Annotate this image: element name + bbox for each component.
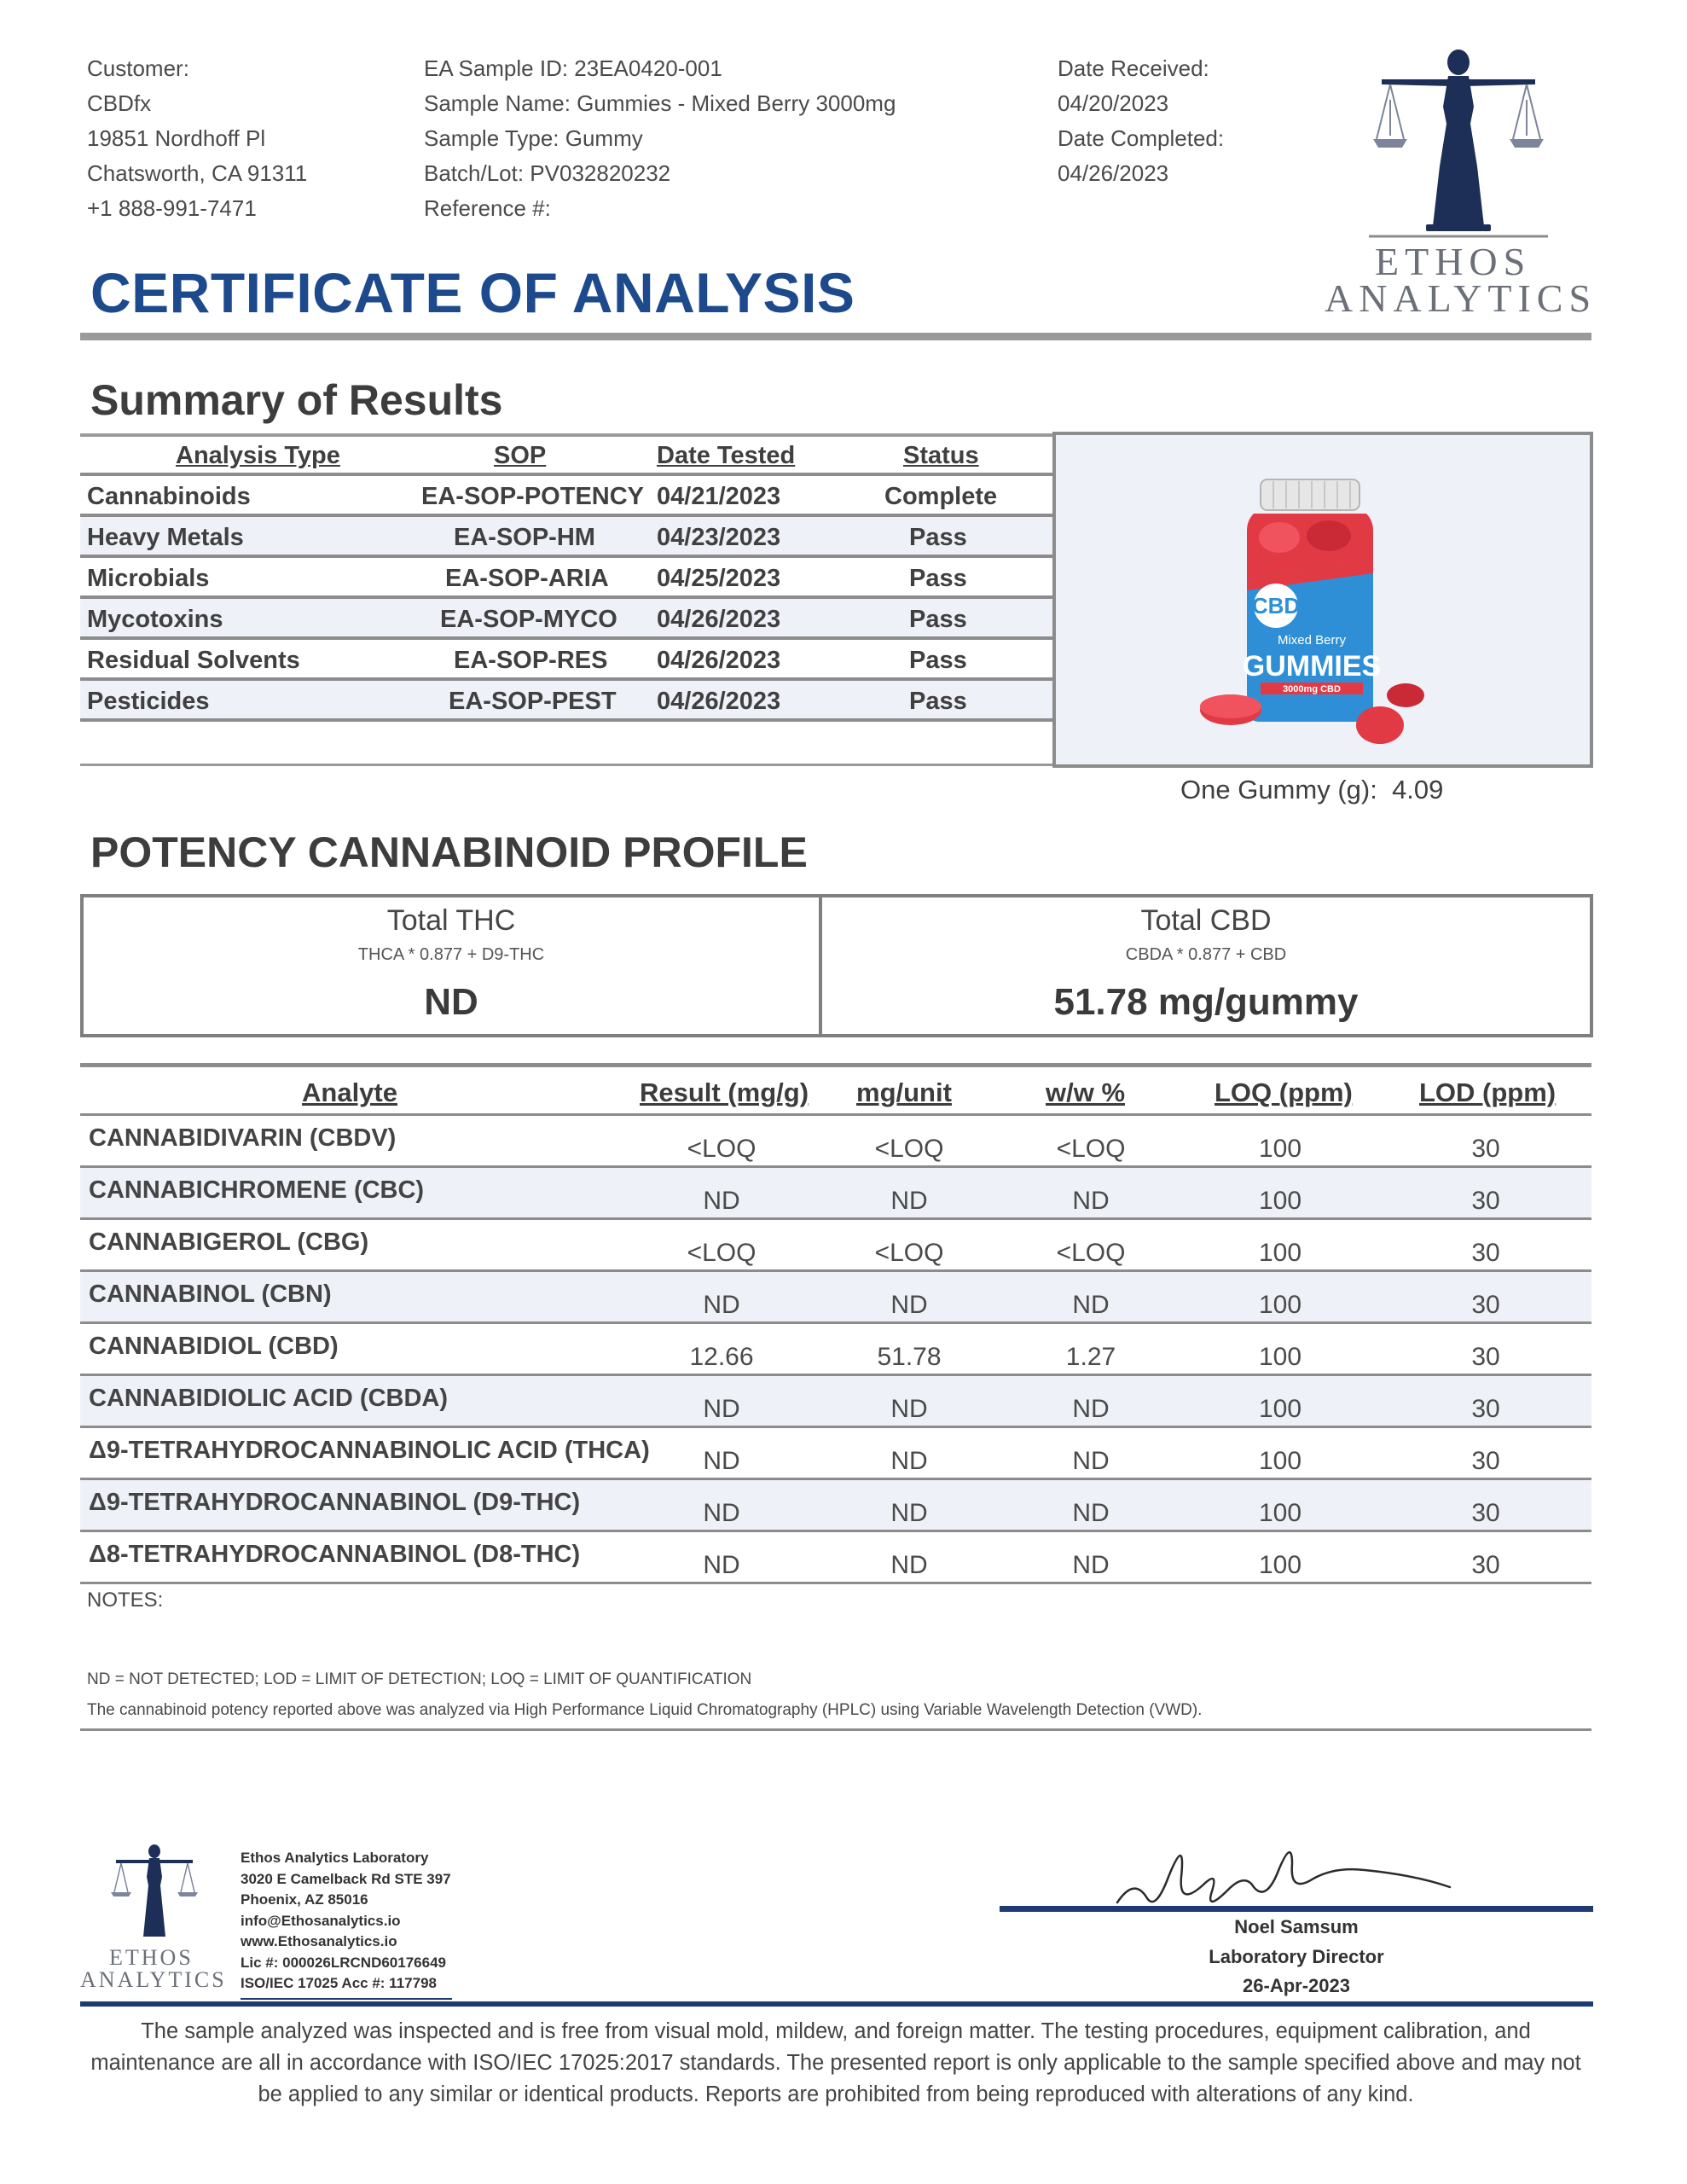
analysis-type: Microbials [87, 565, 210, 592]
mg-per-unit: ND [890, 1395, 928, 1423]
analysis-type: Pesticides [87, 688, 210, 715]
lab-city: Phoenix, AZ 85016 [241, 1891, 368, 1908]
lod-ppm: 30 [1471, 1291, 1500, 1319]
total-cbd-value: 51.78 mg/gummy [1053, 981, 1359, 1023]
lod-ppm: 30 [1471, 1187, 1500, 1215]
col-mg-unit: mg/unit [856, 1077, 952, 1107]
mg-per-unit: ND [890, 1499, 928, 1527]
sop: EA-SOP-MYCO [440, 606, 617, 633]
status: Pass [909, 524, 967, 551]
summary-row [80, 517, 1052, 558]
analyte-table [80, 1063, 1591, 1584]
date-tested: 04/26/2023 [657, 647, 781, 674]
method-note: The cannabinoid potency reported above was analyzed via High Performance Liquid Chromatography (HPLC) using Variable Wavelength Detection (VWD). [87, 1701, 1203, 1719]
ww-percent: ND [1072, 1447, 1110, 1475]
col-ww-percent: w/w % [1046, 1077, 1126, 1107]
sop: EA-SOP-POTENCY [421, 483, 645, 510]
notes-label: NOTES: [87, 1589, 164, 1612]
lod-ppm: 30 [1471, 1239, 1500, 1267]
total-cbd-formula: CBDA * 0.877 + CBD [1125, 945, 1287, 964]
lod-ppm: 30 [1471, 1551, 1500, 1579]
analyte-name: CANNABIGEROL (CBG) [89, 1228, 369, 1256]
result-mg-g: 12.66 [689, 1343, 754, 1371]
footer-rule [80, 2001, 1593, 2007]
gummy-jar-image [1056, 435, 1590, 764]
sign-date: 26-Apr-2023 [1243, 1975, 1350, 1996]
lab-license: Lic #: 000026LRCND60176649 [241, 1954, 446, 1971]
result-mg-g: <LOQ [687, 1239, 757, 1267]
customer-street: 19851 Nordhoff Pl [87, 125, 266, 151]
lod-ppm: 30 [1471, 1499, 1500, 1527]
jar-strength-text: 3000mg CBD [1283, 684, 1341, 694]
sop: EA-SOP-PEST [449, 688, 617, 715]
result-mg-g: <LOQ [687, 1135, 757, 1163]
lab-website: www.Ethosanalytics.io [241, 1933, 397, 1949]
date-received-label: Date Received: [1058, 55, 1209, 81]
lod-ppm: 30 [1471, 1343, 1500, 1371]
summary-row [80, 558, 1052, 599]
document-title: CERTIFICATE OF ANALYSIS [90, 261, 855, 324]
customer-block [87, 51, 307, 226]
title-rule [80, 333, 1591, 340]
result-mg-g: ND [703, 1187, 740, 1215]
summary-col-status: Status [903, 442, 979, 469]
analyte-name: CANNABIDIOL (CBD) [89, 1333, 339, 1360]
result-mg-g: ND [703, 1499, 740, 1527]
sample-block [424, 51, 896, 226]
ww-percent: ND [1072, 1395, 1110, 1423]
lab-info-rule [241, 1998, 452, 2000]
jar-brand-text: CBD [1251, 593, 1301, 619]
analyte-row [80, 1272, 1591, 1324]
mg-per-unit: ND [890, 1447, 928, 1475]
status: Pass [909, 606, 967, 633]
analyte-row [80, 1220, 1591, 1272]
lab-info-block [241, 1848, 451, 1995]
summary-table [80, 435, 1052, 722]
gummy-weight-label: One Gummy (g): [1180, 775, 1377, 804]
loq-ppm: 100 [1258, 1395, 1302, 1423]
sop: EA-SOP-HM [454, 524, 595, 551]
scales-of-justice-logo [1365, 47, 1552, 239]
signer-title: Laboratory Director [1209, 1946, 1384, 1967]
summary-title: Summary of Results [90, 376, 503, 424]
mg-per-unit: ND [890, 1291, 928, 1319]
analyte-name: Δ9-TETRAHYDROCANNABINOL (D9-THC) [89, 1489, 581, 1516]
small-logo-ethos: ETHOS [109, 1945, 194, 1970]
dates-block [1058, 51, 1224, 191]
lab-name: Ethos Analytics Laboratory [241, 1850, 429, 1866]
ww-percent: <LOQ [1056, 1239, 1126, 1267]
ww-percent: ND [1072, 1499, 1110, 1527]
sop: EA-SOP-ARIA [445, 565, 609, 592]
jar-flavor-text: Mixed Berry [1277, 633, 1347, 648]
total-cbd-title: Total CBD [1140, 904, 1272, 937]
total-thc-formula: THCA * 0.877 + D9-THC [357, 945, 545, 964]
analyte-row [80, 1428, 1591, 1480]
loq-ppm: 100 [1258, 1499, 1302, 1527]
customer-name: CBDfx [87, 90, 152, 116]
mg-per-unit: 51.78 [877, 1343, 942, 1371]
date-completed-label: Date Completed: [1058, 125, 1225, 151]
sample-type: Sample Type: Gummy [424, 125, 643, 151]
summary-header-row [80, 435, 1052, 476]
mg-per-unit: ND [890, 1551, 928, 1579]
col-result: Result (mg/g) [640, 1077, 809, 1107]
potency-title: POTENCY CANNABINOID PROFILE [90, 828, 808, 876]
logo-text-analytics: ANALYTICS [1325, 276, 1597, 320]
sop: EA-SOP-RES [454, 647, 608, 674]
loq-ppm: 100 [1258, 1187, 1302, 1215]
loq-ppm: 100 [1258, 1135, 1302, 1163]
signature-rule [1000, 1906, 1593, 1912]
date-received: 04/20/2023 [1058, 90, 1169, 116]
analysis-type: Cannabinoids [87, 483, 251, 510]
disclaimer: The sample analyzed was inspected and is free from visual mold, mildew, and foreign matter. The testing procedures, equipment calibration, and maintenance are all in accordance with ISO/IEC 17025:2017 standards. The presented report is only applicable to the sample specified above and may not be applied to any similar or identical products. Reports are prohibited from being reproduced with alterations of any kind. [90, 2019, 1581, 2106]
customer-phone: +1 888-991-7471 [87, 195, 257, 221]
lod-ppm: 30 [1471, 1447, 1500, 1475]
gummy-weight [1180, 775, 1443, 805]
status: Pass [909, 647, 967, 674]
customer-city: Chatsworth, CA 91311 [87, 160, 308, 186]
total-thc-box [80, 894, 822, 1037]
loq-ppm: 100 [1258, 1239, 1302, 1267]
notes-rule [80, 1728, 1591, 1731]
reference-number: Reference #: [424, 195, 551, 221]
result-mg-g: ND [703, 1447, 740, 1475]
status: Pass [909, 688, 967, 715]
date-tested: 04/26/2023 [657, 606, 781, 633]
result-mg-g: ND [703, 1291, 740, 1319]
summary-row [80, 599, 1052, 640]
analysis-type: Mycotoxins [87, 606, 223, 633]
date-tested: 04/21/2023 [657, 483, 781, 510]
signer-name: Noel Samsum [1234, 1916, 1359, 1937]
col-lod: LOD (ppm) [1419, 1077, 1557, 1107]
customer-label: Customer: [87, 55, 189, 81]
analysis-type: Residual Solvents [87, 647, 300, 674]
loq-ppm: 100 [1258, 1291, 1302, 1319]
total-thc-title: Total THC [386, 904, 516, 937]
analyte-header-row [80, 1063, 1591, 1116]
gummy-weight-value: 4.09 [1392, 775, 1444, 804]
mg-per-unit: ND [890, 1187, 928, 1215]
analyte-name: CANNABIDIVARIN (CBDV) [89, 1124, 397, 1152]
total-cbd-box [819, 894, 1593, 1037]
small-logo-analytics: ANALYTICS [80, 1967, 227, 1992]
summary-col-analysis-type: Analysis Type [176, 442, 340, 469]
mg-per-unit: <LOQ [874, 1239, 944, 1267]
lab-email: info@Ethosanalytics.io [241, 1912, 401, 1929]
total-thc-value: ND [424, 981, 478, 1023]
status: Pass [909, 565, 967, 592]
jar-name-text: GUMMIES [1242, 650, 1382, 682]
logo-text-ethos: ETHOS [1375, 240, 1532, 283]
analyte-row [80, 1168, 1591, 1220]
ww-percent: ND [1072, 1291, 1110, 1319]
analyte-name: CANNABIDIOLIC ACID (CBDA) [89, 1385, 448, 1412]
col-analyte: Analyte [302, 1077, 397, 1107]
analyte-name: CANNABINOL (CBN) [89, 1281, 332, 1308]
analyte-row [80, 1324, 1591, 1376]
analyte-name: Δ8-TETRAHYDROCANNABINOL (D8-THC) [89, 1541, 581, 1568]
sample-name: Sample Name: Gummies - Mixed Berry 3000mg [424, 90, 896, 116]
mg-per-unit: <LOQ [874, 1135, 944, 1163]
ww-percent: 1.27 [1065, 1343, 1116, 1371]
lod-ppm: 30 [1471, 1135, 1500, 1163]
loq-ppm: 100 [1258, 1343, 1302, 1371]
sample-id: EA Sample ID: 23EA0420-001 [424, 55, 722, 81]
result-mg-g: ND [703, 1395, 740, 1423]
result-mg-g: ND [703, 1551, 740, 1579]
analyte-row [80, 1532, 1591, 1584]
product-image-box [1052, 432, 1593, 768]
date-tested: 04/26/2023 [657, 688, 781, 715]
summary-row [80, 476, 1052, 517]
loq-ppm: 100 [1258, 1447, 1302, 1475]
small-scales-logo [107, 1843, 201, 1945]
date-tested: 04/25/2023 [657, 565, 781, 592]
lab-iso: ISO/IEC 17025 Acc #: 117798 [241, 1975, 437, 1991]
analyte-row [80, 1116, 1591, 1168]
ww-percent: ND [1072, 1551, 1110, 1579]
summary-row [80, 681, 1052, 722]
analyte-name: Δ9-TETRAHYDROCANNABINOLIC ACID (THCA) [89, 1437, 650, 1464]
analyte-row [80, 1480, 1591, 1532]
analyte-name: CANNABICHROMENE (CBC) [89, 1176, 425, 1204]
analysis-type: Heavy Metals [87, 524, 244, 551]
ww-percent: <LOQ [1056, 1135, 1126, 1163]
loq-ppm: 100 [1258, 1551, 1302, 1579]
summary-row [80, 640, 1052, 681]
summary-col-sop: SOP [494, 442, 547, 469]
analyte-row [80, 1376, 1591, 1428]
status: Complete [884, 483, 998, 510]
summary-col-date-tested: Date Tested [657, 442, 796, 469]
lab-street: 3020 E Camelback Rd STE 397 [241, 1870, 451, 1887]
batch-lot: Batch/Lot: PV032820232 [424, 160, 671, 186]
ww-percent: ND [1072, 1187, 1110, 1215]
date-completed: 04/26/2023 [1058, 160, 1169, 186]
abbreviation-legend: ND = NOT DETECTED; LOD = LIMIT OF DETECTION; LOQ = LIMIT OF QUANTIFICATION [87, 1670, 752, 1688]
date-tested: 04/23/2023 [657, 524, 781, 551]
lod-ppm: 30 [1471, 1395, 1500, 1423]
col-loq: LOQ (ppm) [1215, 1077, 1353, 1107]
